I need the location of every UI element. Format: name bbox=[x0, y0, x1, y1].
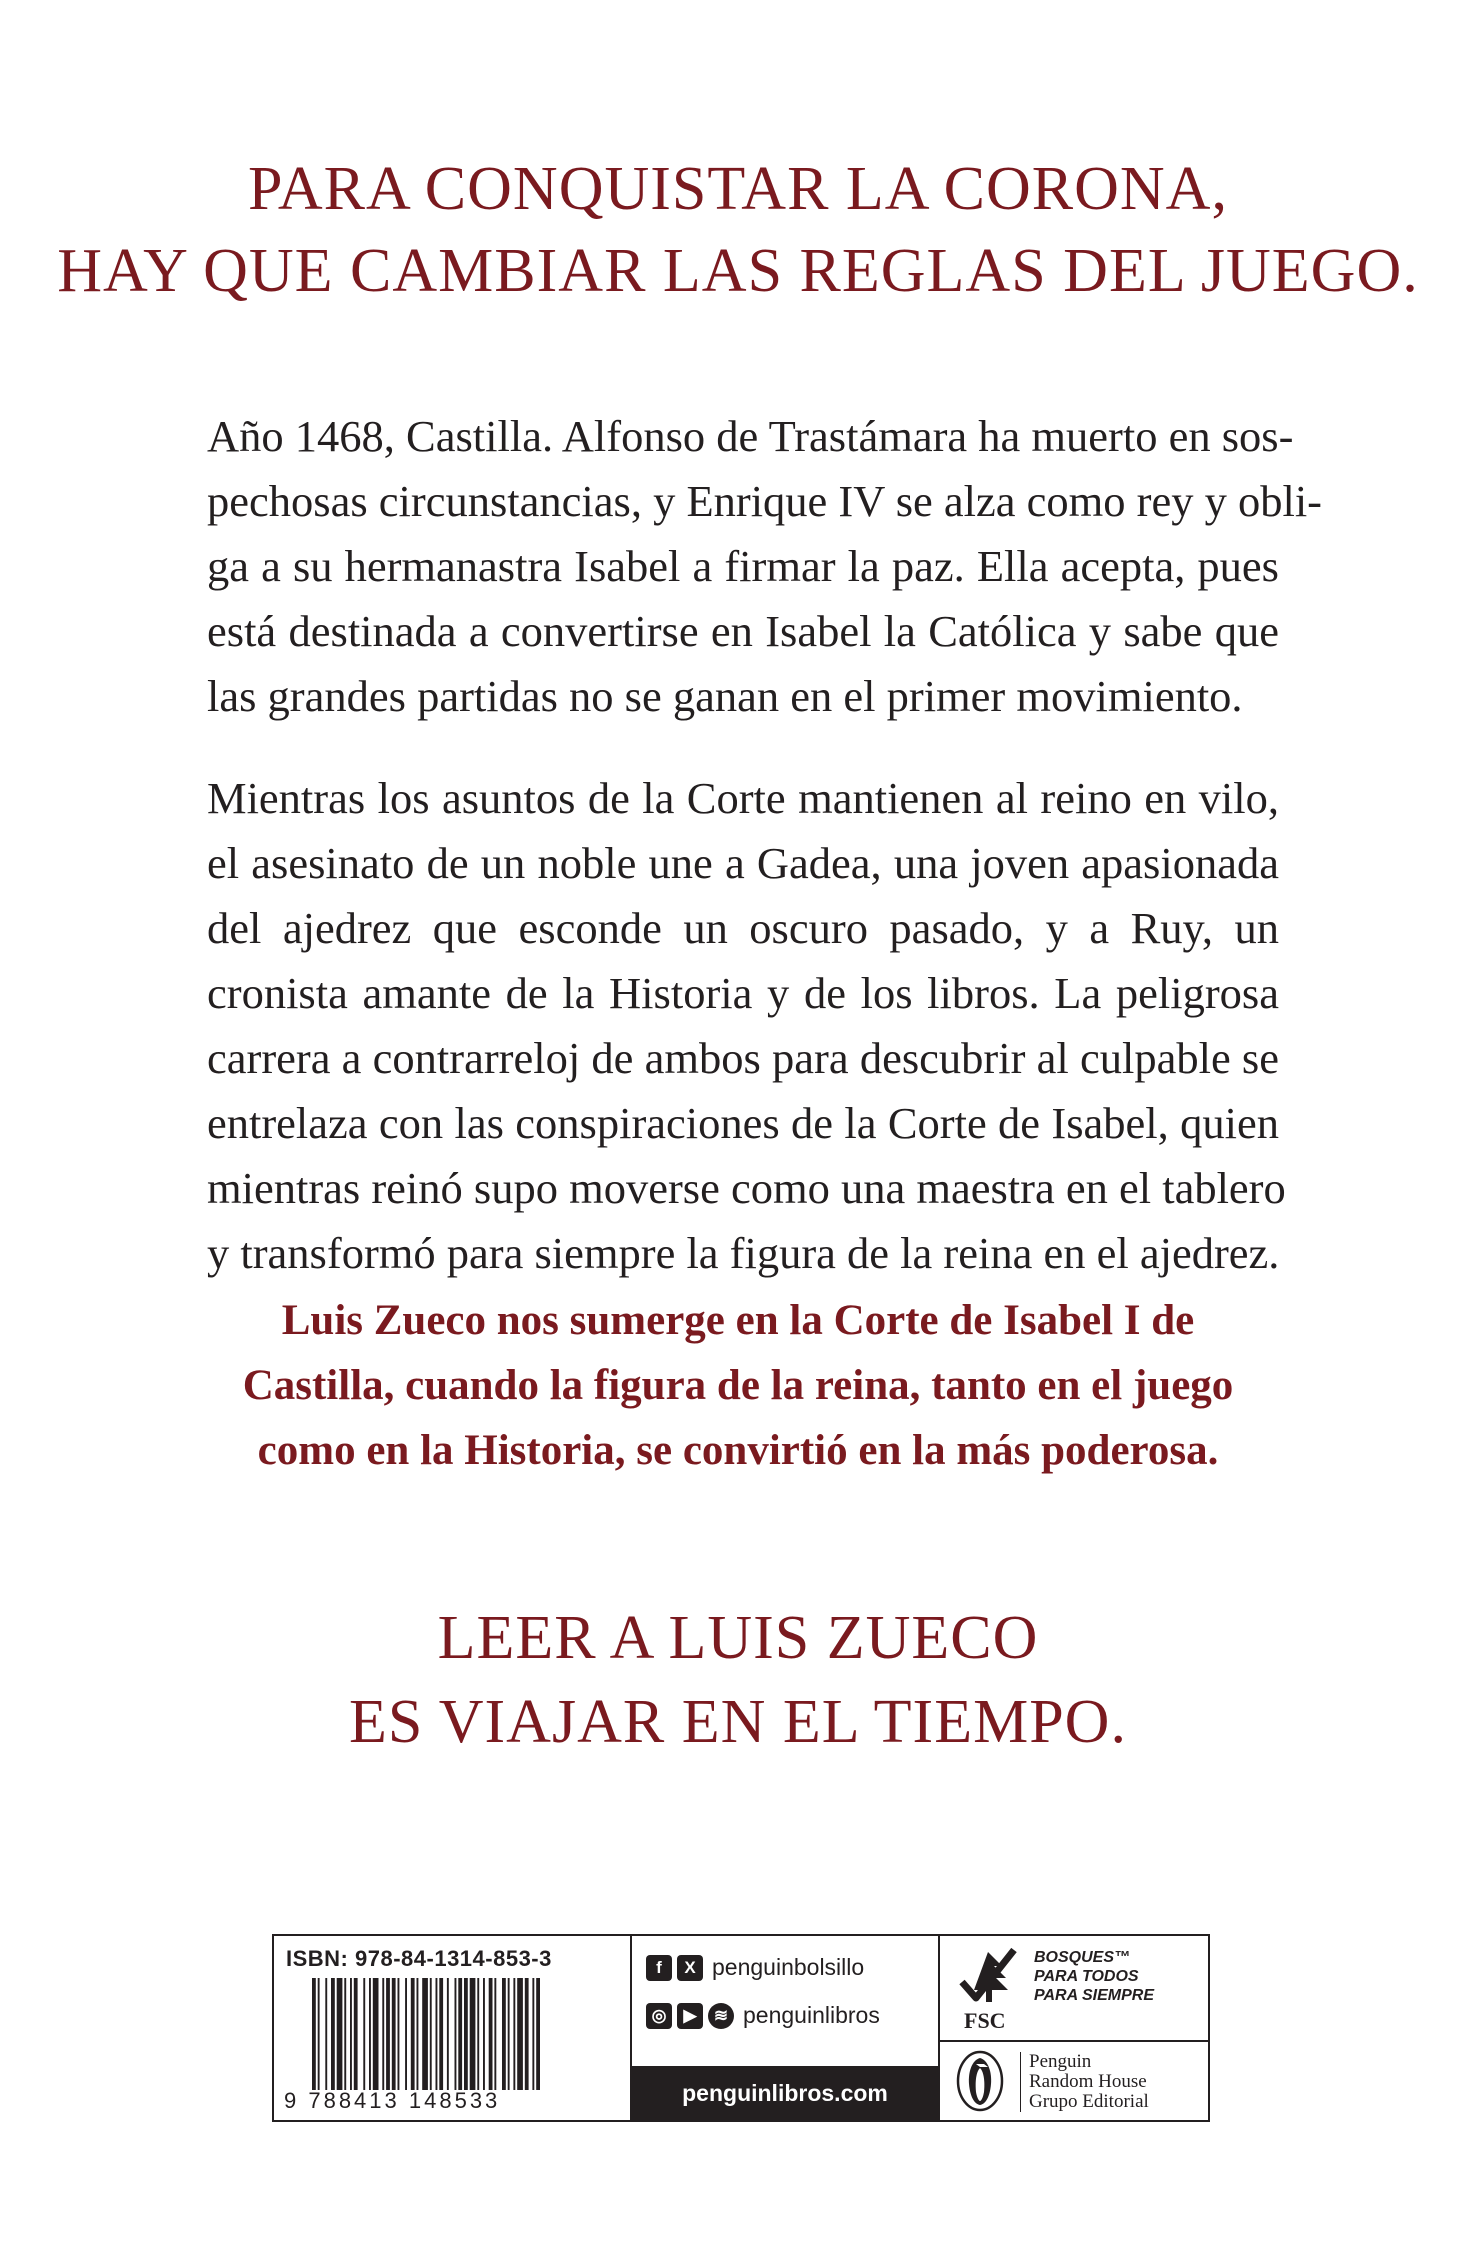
text-line: Luis Zueco nos sumerge en la Corte de Isabel I de bbox=[281, 1297, 1195, 1344]
headline-top bbox=[0, 148, 1476, 312]
headline-bottom-line-2: ES VIAJAR EN EL TIEMPO. bbox=[349, 1688, 1127, 1756]
barcode-bar bbox=[436, 1978, 438, 2090]
barcode-bar bbox=[525, 1978, 529, 2090]
text-line: ga a su hermanastra Isabel a firmar la paz. Ella acepta, pues bbox=[207, 541, 1279, 591]
author-blurb bbox=[200, 1288, 1276, 1483]
social-panel bbox=[630, 1936, 938, 2120]
barcode-bar bbox=[318, 1978, 320, 2090]
barcode-bar bbox=[363, 1978, 365, 2090]
barcode-bar bbox=[447, 1978, 449, 2090]
barcode-bar bbox=[369, 1978, 371, 2090]
brand-panel bbox=[938, 1936, 1208, 2120]
barcode-bar bbox=[489, 1978, 493, 2090]
fsc-tree-icon bbox=[954, 1942, 1024, 2012]
penguin-logo-icon bbox=[954, 2050, 1006, 2112]
fsc-slogan bbox=[1034, 1948, 1154, 2005]
publisher-name bbox=[1020, 2052, 1149, 2112]
brand-divider bbox=[940, 2040, 1208, 2042]
barcode-bar bbox=[325, 1978, 327, 2090]
barcode-bar bbox=[392, 1978, 396, 2090]
barcode-bar bbox=[382, 1978, 384, 2090]
barcode-bar bbox=[373, 1978, 379, 2090]
text-line: mientras reinó supo moverse como una maestra en el tablero bbox=[207, 1163, 1286, 1213]
barcode-digits: 9 788413 148533 bbox=[284, 2088, 501, 2113]
facebook-icon[interactable]: f bbox=[646, 1955, 672, 1981]
barcode-bar bbox=[532, 1978, 534, 2090]
barcode-bar bbox=[354, 1978, 358, 2090]
barcode-bar bbox=[494, 1978, 496, 2090]
fsc-label: FSC bbox=[964, 2008, 1006, 2033]
social-row-libros bbox=[646, 2002, 880, 2029]
barcode-bar bbox=[350, 1978, 352, 2090]
text-line: cronista amante de la Historia y de los libros. La peligrosa bbox=[207, 968, 1279, 1018]
social-handle-bolsillo[interactable]: penguinbolsillo bbox=[712, 1954, 865, 1980]
text-line: del ajedrez que esconde un oscuro pasado, y a Ruy, un bbox=[207, 903, 1279, 953]
text-line: las grandes partidas no se ganan en el primer movimiento. bbox=[207, 671, 1243, 721]
headline-bottom bbox=[0, 1596, 1476, 1764]
fsc-logo bbox=[954, 1942, 1204, 2038]
headline-bottom-line-1: LEER A LUIS ZUECO bbox=[437, 1604, 1039, 1672]
text-line: como en la Historia, se convirtió en la más poderosa. bbox=[257, 1427, 1219, 1474]
barcode-bar bbox=[344, 1978, 346, 2090]
text-line: está destinada a convertirse en Isabel la Católica y sabe que bbox=[207, 606, 1279, 656]
text-line: pechosas circunstancias, y Enrique IV se alza como rey y obli- bbox=[207, 476, 1322, 526]
text-line: Año 1468, Castilla. Alfonso de Trastámara ha muerto en sos- bbox=[207, 411, 1294, 461]
barcode-bar bbox=[477, 1978, 479, 2090]
barcode-bar bbox=[483, 1978, 485, 2090]
synopsis-paragraph-1 bbox=[207, 404, 1322, 729]
barcode-bar bbox=[458, 1978, 462, 2090]
barcode-bar bbox=[386, 1978, 390, 2090]
youtube-icon[interactable]: ▶ bbox=[677, 2003, 703, 2029]
spotify-icon[interactable]: ≋ bbox=[708, 2003, 734, 2029]
synopsis-paragraph-2 bbox=[207, 766, 1286, 1286]
barcode-bar bbox=[464, 1978, 468, 2090]
text-line: entrelaza con las conspiraciones de la Corte de Isabel, quien bbox=[207, 1098, 1279, 1148]
barcode-bar bbox=[430, 1978, 432, 2090]
fsc-slogan-line: PARA TODOS bbox=[1034, 1968, 1139, 1985]
barcode-panel bbox=[274, 1936, 628, 2120]
barcode-bar bbox=[405, 1978, 407, 2090]
text-line: el asesinato de un noble une a Gadea, una joven apasionada bbox=[207, 838, 1279, 888]
barcode-bar bbox=[411, 1978, 415, 2090]
fsc-slogan-line: BOSQUES™ bbox=[1034, 1949, 1131, 1966]
barcode-bar bbox=[439, 1978, 443, 2090]
social-handle-libros[interactable]: penguinlibros bbox=[743, 2002, 880, 2028]
headline-top-line-2: HAY QUE CAMBIAR LAS REGLAS DEL JUEGO. bbox=[57, 237, 1419, 305]
text-line: Castilla, cuando la figura de la reina, tanto en el juego bbox=[242, 1362, 1234, 1409]
barcode-bar bbox=[455, 1978, 457, 2090]
barcode-bar bbox=[517, 1978, 523, 2090]
publisher-line: Penguin bbox=[1029, 2051, 1092, 2072]
barcode-bar bbox=[331, 1978, 335, 2090]
barcode-bar bbox=[417, 1978, 419, 2090]
barcode-bar bbox=[337, 1978, 343, 2090]
barcode-bar bbox=[398, 1978, 400, 2090]
text-line: carrera a contrarreloj de ambos para descubrir al culpable se bbox=[207, 1033, 1279, 1083]
barcode-bar bbox=[508, 1978, 510, 2090]
text-line: y transformó para siempre la figura de la reina en el ajedrez. bbox=[207, 1228, 1280, 1278]
publisher-line: Grupo Editorial bbox=[1029, 2091, 1149, 2112]
publisher-line: Random House bbox=[1029, 2071, 1147, 2092]
barcode bbox=[312, 1978, 608, 2090]
barcode-bar bbox=[502, 1978, 506, 2090]
instagram-icon[interactable]: ◎ bbox=[646, 2003, 672, 2029]
headline-top-line-1: PARA CONQUISTAR LA CORONA, bbox=[248, 155, 1228, 223]
barcode-bar bbox=[536, 1978, 540, 2090]
website-link[interactable]: penguinlibros.com bbox=[632, 2066, 938, 2120]
publisher-info-box bbox=[272, 1934, 1210, 2122]
x-icon[interactable]: X bbox=[677, 1955, 703, 1981]
text-line: Mientras los asuntos de la Corte mantienen al reino en vilo, bbox=[207, 773, 1279, 823]
isbn-label: ISBN: 978-84-1314-853-3 bbox=[286, 1946, 552, 1971]
barcode-bar bbox=[422, 1978, 428, 2090]
barcode-bar bbox=[470, 1978, 476, 2090]
fsc-slogan-line: PARA SIEMPRE bbox=[1034, 1987, 1155, 2004]
social-row-bolsillo bbox=[646, 1954, 864, 1981]
barcode-bar bbox=[513, 1978, 515, 2090]
barcode-bar bbox=[312, 1978, 316, 2090]
